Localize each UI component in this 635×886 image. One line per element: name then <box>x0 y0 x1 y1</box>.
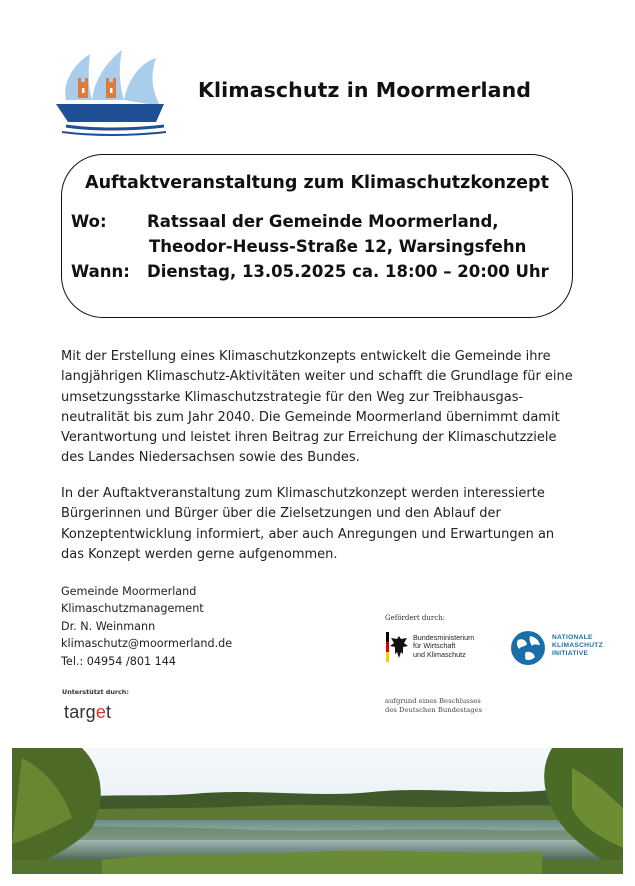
nki-logo <box>510 630 610 670</box>
nki-name <box>552 634 603 657</box>
nki-line: KLIMASCHUTZ <box>552 641 603 649</box>
contact-organization: Gemeinde Moormerland <box>61 585 197 598</box>
page-title: Klimaschutz in Moormerland <box>198 78 532 102</box>
ministry-line: und Klimaschutz <box>413 649 466 659</box>
where-line-1: Ratssaal der Gemeinde Moormerland, <box>147 212 499 231</box>
contact-block <box>61 583 232 670</box>
supported-by-label: Unterstützt durch: <box>62 688 129 696</box>
ship-sail-logo-icon <box>52 42 168 138</box>
ministry-line: Bundesministerium <box>413 633 475 642</box>
contact-name: Dr. N. Weinmann <box>61 619 156 633</box>
event-info-box <box>61 154 573 318</box>
paragraph-event <box>61 484 581 565</box>
contact-department: Klimaschutzmanagement <box>61 602 204 616</box>
paragraph-line: neutralität bis zum Jahr 2040. Die Gemeinde Moormerland übernimmt damit <box>61 409 560 425</box>
federal-eagle-icon <box>386 632 408 666</box>
paragraph-line: des Landes Niedersachsen sowie des Bundes. <box>61 450 360 466</box>
nki-line: NATIONALE <box>552 634 593 641</box>
ministry-line: für Wirtschaft <box>413 641 456 651</box>
paragraph-line: Bürgerinnen und Bürger über die Zielsetzungen und den Ablauf der <box>61 506 501 522</box>
event-heading: Auftaktveranstaltung zum Klimaschutzkonzept <box>85 173 549 193</box>
nki-line: INITIATIVE <box>552 649 589 657</box>
target-logo-part: targ <box>64 702 96 722</box>
resolution-line: aufgrund eines Beschlusses <box>385 697 481 705</box>
contact-phone: Tel.: 04954 /801 144 <box>61 654 176 668</box>
paragraph-line: Konzeptentwicklung informiert, aber auch Anregungen und Erwartungen an <box>61 526 555 542</box>
paragraph-line: Verantwortung und leistet ihren Beitrag zur Erreichung der Klimaschutzziele <box>61 430 557 446</box>
paragraph-intro <box>61 347 581 469</box>
where-line-2: Theodor-Heuss-Straße 12, Warsingsfehn <box>149 237 527 256</box>
funded-by-label: Gefördert durch: <box>385 614 446 622</box>
bundestag-resolution-note <box>385 697 482 714</box>
ministry-name <box>413 634 474 659</box>
where-label: Wo: <box>71 212 107 231</box>
when-label: Wann: <box>71 262 130 281</box>
paragraph-line: Mit der Erstellung eines Klimaschutzkonzepts entwickelt die Gemeinde ihre <box>61 349 551 364</box>
contact-email-link[interactable]: klimaschutz@moormerland.de <box>61 637 233 651</box>
paragraph-line: In der Auftaktveranstaltung zum Klimaschutzkonzept werden interessierte <box>61 486 545 501</box>
globe-icon <box>510 630 546 666</box>
target-logo-accent: e <box>95 702 107 722</box>
paragraph-line: umsetzungsstarke Klimaschutzstrategie für den Weg zur Treibhausgas- <box>61 389 524 405</box>
resolution-line: des Deutschen Bundestages <box>385 705 483 714</box>
lake-landscape-photo <box>12 748 623 874</box>
paragraph-line: langjährigen Klimaschutz-Aktivitäten weiter und schafft die Grundlage für eine <box>61 369 573 385</box>
target-logo-part: t <box>106 702 112 722</box>
when-value: Dienstag, 13.05.2025 ca. 18:00 – 20:00 Uhr <box>147 262 549 281</box>
paragraph-line: das Konzept werden gerne aufgenommen. <box>61 546 338 562</box>
target-logo <box>64 702 111 723</box>
bmwk-logo <box>386 632 496 668</box>
moormerland-logo <box>52 42 168 138</box>
